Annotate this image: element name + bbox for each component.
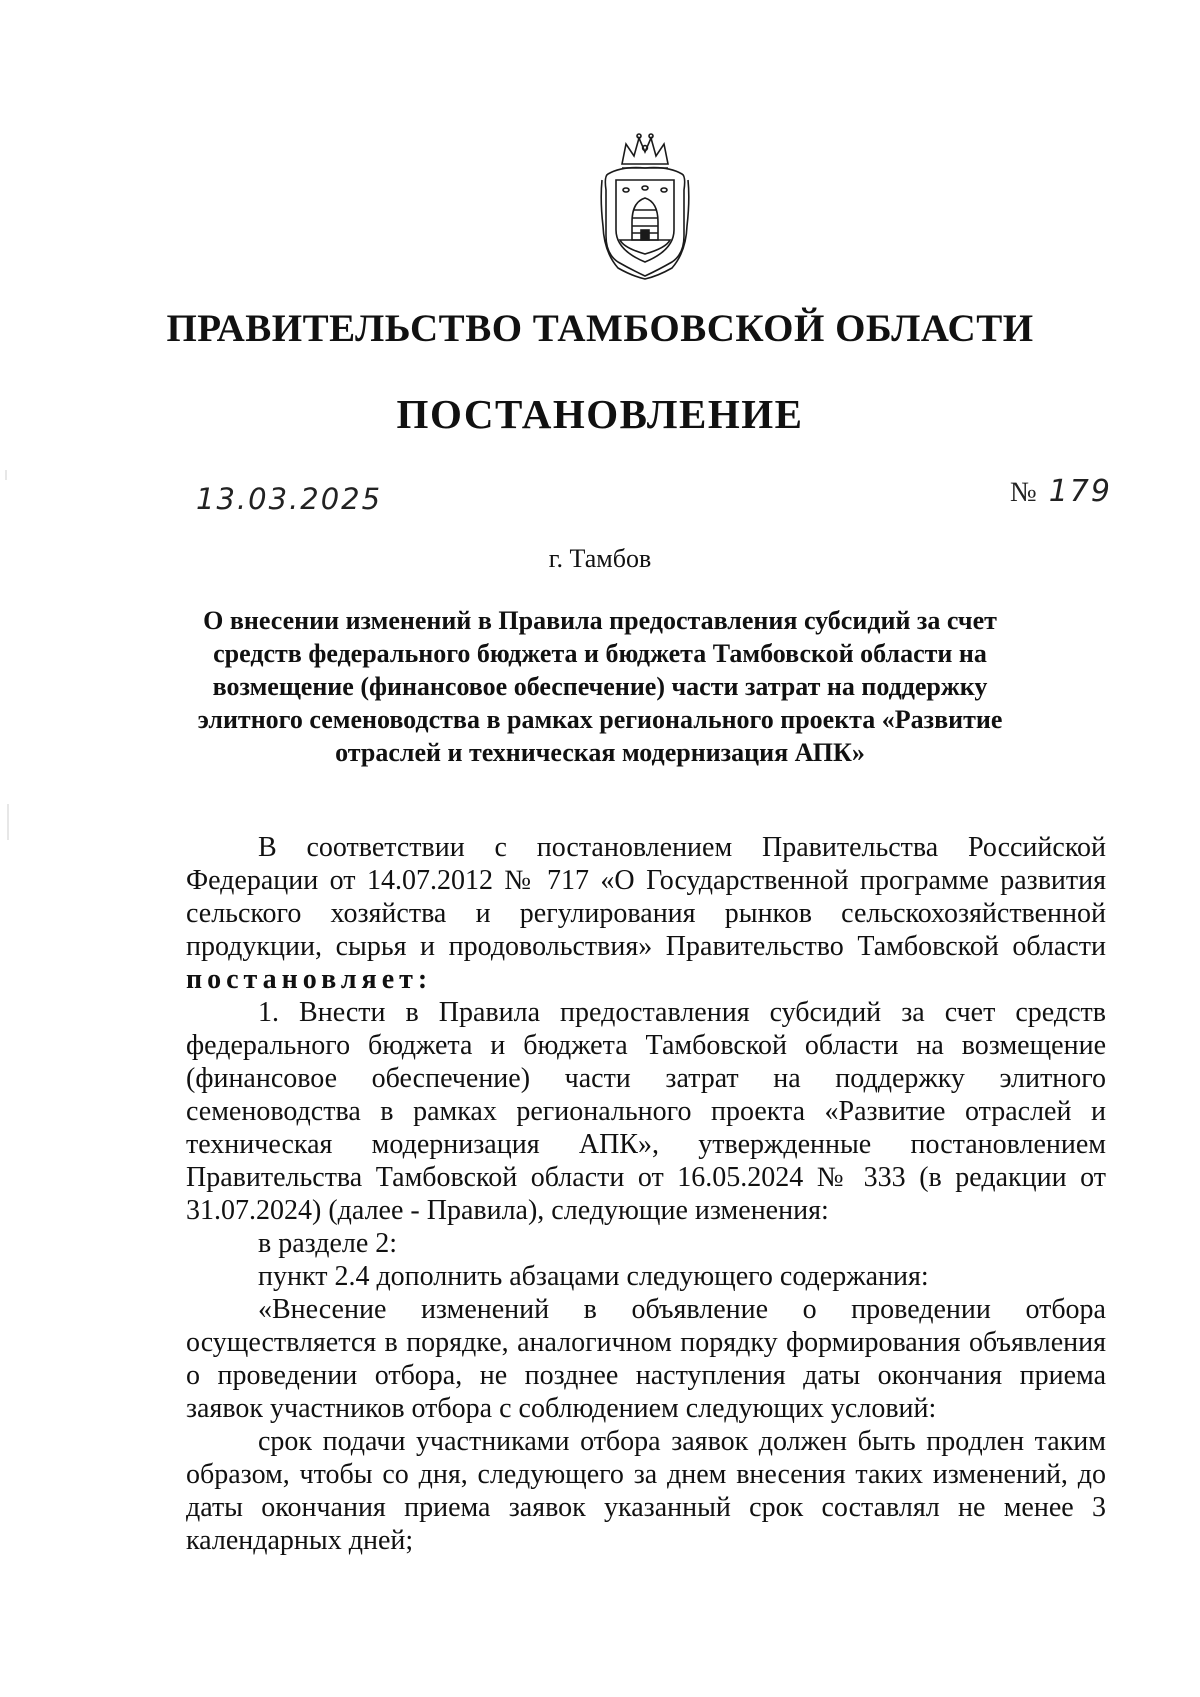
quote-paragraph-1: «Внесение изменений в объявление о проведении отбора осуществляется в порядке, аналогичном порядку формирования объявления о проведении отбора, не позднее наступления даты окончания приема заявок участников отбора с соблюдением следующих условий: [186,1294,1106,1424]
item-1-paragraph: 1. Внести в Правила предоставления субсидий за счет средств федерального бюджета и бюджета Тамбовской области на возмещение (финансовое обеспечение) части затрат на поддержку элитного семеноводства в рамках регионального проекта «Развитие отраслей и техническая модернизация АПК», утвержденные постановлением Правительства Тамбовской области от 16.05.2024 № 333 (в редакции от 31.07.2024) (далее - Правила), следующие изменения: [186,997,1106,1226]
government-title: ПРАВИТЕЛЬСТВО ТАМБОВСКОЙ ОБЛАСТИ [166,307,1034,350]
quote-paragraph-2: срок подачи участниками отбора заявок должен быть продлен таким образом, чтобы со дня, следующего за днем внесения таких изменений, до даты окончания приема заявок указанный срок составлял не менее 3 календарных дней; [186,1426,1106,1556]
number-value: 179 [1048,474,1112,509]
document-number [1010,474,1112,509]
preamble-text: В соответствии с постановлением Правительства Российской Федерации от 14.07.2012 № 717 «О Государственной программе развития сельского хозяйства и регулирования рынков сельскохозяйственной продукции, сырья и продовольствия» Правительство Тамбовской области [186,832,1106,962]
document-date: 13.03.2025 [196,482,383,516]
document-subject: О внесении изменений в Правила предоставления субсидий за счет средств федерального бюджета и бюджета Тамбовской области на возмещение (финансовое обеспечение) части затрат на поддержку элитного семеноводства в рамках регионального проекта «Развитие отраслей и техническая модернизация АПК» [197,606,1003,767]
document-type-title: ПОСТАНОВЛЕНИЕ [396,391,804,437]
point-paragraph: пункт 2.4 дополнить абзацами следующего содержания: [258,1261,929,1292]
city-name: г. Тамбов [548,544,652,573]
document-body [186,831,1106,1557]
section-paragraph: в разделе 2: [258,1228,398,1259]
preamble-paragraph [186,831,1106,996]
resolves-word: постановляет: [186,964,433,995]
number-label: № [1010,477,1037,508]
coat-of-arms-icon [598,130,692,280]
